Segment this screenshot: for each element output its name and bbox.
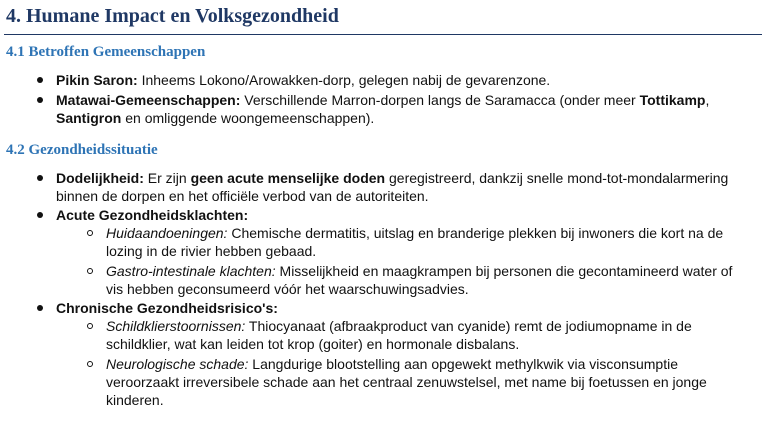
- sub-item-huidaandoeningen-continued: lozing in de rivier hebben gebaad.: [106, 243, 317, 259]
- section-heading: 4. Humane Impact en Volksgezondheid: [6, 5, 339, 27]
- sub-item-text: Langdurige blootstelling aan opgewekt methylkwik via visconsumptie: [248, 356, 678, 372]
- list-item-matawai: [56, 91, 709, 109]
- bullet-icon: [37, 77, 43, 83]
- sub-item-schildklier: [106, 317, 692, 335]
- sub-item-gastro-continued: vis hebben geconsumeerd vóór het waarschuwingsadvies.: [106, 281, 469, 297]
- emphasis-text: geen acute menselijke doden: [190, 170, 386, 186]
- list-item-dodelijkheid-continued: binnen de dorpen en het officiële verbod van de autoriteiten.: [56, 188, 429, 204]
- sub-item-label: Neurologische schade:: [106, 356, 249, 372]
- list-item-label: Matawai-Gemeenschappen:: [56, 92, 241, 108]
- sub-item-label: Schildklierstoornissen:: [106, 318, 246, 334]
- heading-underline: [4, 34, 762, 35]
- bullet-icon: [37, 175, 43, 181]
- sub-item-gastro: [106, 262, 732, 280]
- list-item-text: geregistreerd, dankzij snelle mond-tot-mondalarmering: [385, 170, 729, 186]
- bullet-icon: [37, 212, 43, 218]
- place-name: Tottikamp: [639, 92, 706, 108]
- subsection-heading-4-2: 4.2 Gezondheidssituatie: [6, 142, 158, 158]
- sub-item-text: Thiocyanaat (afbraakproduct van cyanide) remt de jodiumopname in de: [245, 318, 692, 334]
- sub-item-text: Chemische dermatitis, uitslag en branderige plekken bij inwoners die kort na de: [227, 225, 724, 241]
- sub-item-text: Misselijkheid en maagkrampen bij personen die gecontamineerd water of: [275, 263, 733, 279]
- list-item-chronisch: Chronische Gezondheidsrisico's:: [56, 300, 278, 316]
- list-item-pikin-saron: [56, 71, 550, 89]
- sub-item-neurologisch: [106, 355, 678, 373]
- sub-bullet-icon: [87, 323, 93, 329]
- subsection-heading-4-1: 4.1 Betroffen Gemeenschappen: [6, 44, 206, 60]
- sub-item-label: Gastro-intestinale klachten:: [106, 263, 276, 279]
- list-item-text: ,: [705, 92, 710, 108]
- sub-item-label: Huidaandoeningen:: [106, 225, 228, 241]
- sub-item-neurologisch-continued-2: kinderen.: [106, 392, 164, 408]
- place-name: Santigron: [56, 110, 122, 126]
- list-item-text: Verschillende Marron-dorpen langs de Saramacca (onder meer: [240, 92, 640, 108]
- sub-bullet-icon: [87, 268, 93, 274]
- list-item-text: en omliggende woongemeenschappen).: [121, 110, 375, 126]
- list-item-text: Er zijn: [143, 170, 191, 186]
- list-item-matawai-continued: [56, 109, 374, 127]
- sub-item-neurologisch-continued: veroorzaakt irreversibele schade aan het centraal zenuwstelsel, met name bij foetussen en jonge: [106, 374, 707, 390]
- list-item-label: Pikin Saron:: [56, 72, 138, 88]
- sub-bullet-icon: [87, 230, 93, 236]
- bullet-icon: [37, 305, 43, 311]
- list-item-label: Dodelijkheid:: [56, 170, 144, 186]
- list-item-dodelijkheid: [56, 169, 728, 187]
- sub-item-huidaandoeningen: [106, 224, 723, 242]
- sub-item-schildklier-continued: schildklier, wat kan leiden tot krop (goiter) en hormonale disbalans.: [106, 336, 520, 352]
- sub-bullet-icon: [87, 361, 93, 367]
- list-item-acute: Acute Gezondheidsklachten:: [56, 207, 249, 223]
- list-item-text: Inheems Lokono/Arowakken-dorp, gelegen nabij de gevarenzone.: [137, 72, 551, 88]
- bullet-icon: [37, 97, 43, 103]
